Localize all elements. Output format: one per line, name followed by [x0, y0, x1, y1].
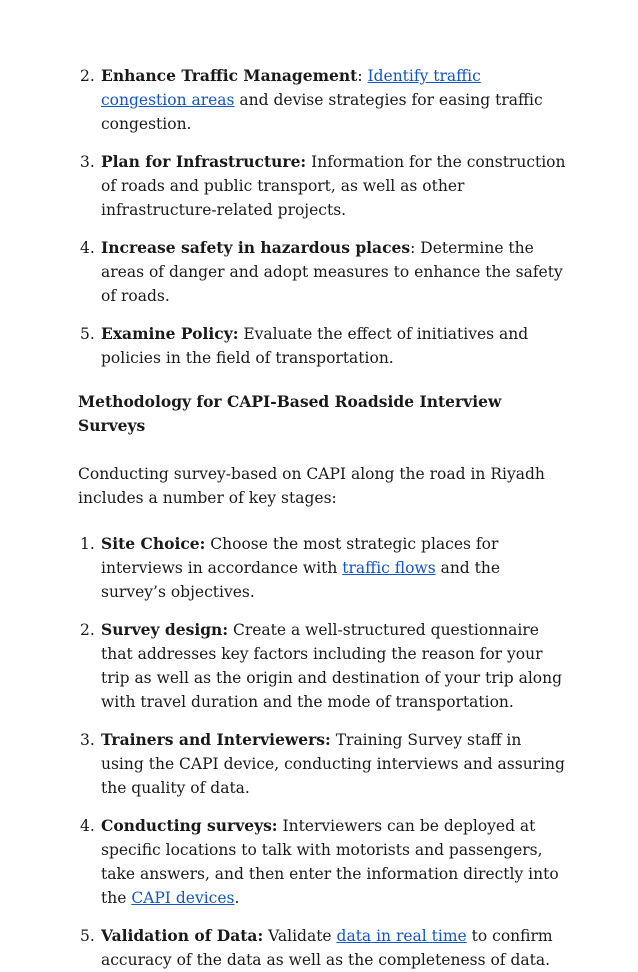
list-item	[78, 64, 568, 136]
item-title: Enhance Traffic Management	[101, 66, 358, 85]
item-number: 3.	[80, 153, 95, 171]
item-text: Information for the construction of roads and public transport, as well as other infrastructure-related projects.	[101, 153, 566, 219]
list-item	[78, 618, 568, 714]
item-number: 5.	[80, 325, 95, 343]
item-title: Survey design:	[101, 620, 229, 639]
list-item	[78, 150, 568, 222]
item-title: Plan for Infrastructure:	[101, 152, 307, 171]
item-text: to confirm accuracy of the data as well as the completeness of data.	[101, 927, 553, 969]
item-text: Training Survey staff in using the CAPI device, conducting interviews and assuring the quality of data.	[101, 731, 565, 797]
item-number: 2.	[80, 67, 95, 85]
list-item	[78, 236, 568, 308]
section-heading: Methodology for CAPI-Based Roadside Interview Surveys	[78, 392, 502, 435]
item-number: 3.	[80, 731, 95, 749]
objectives-list	[78, 64, 568, 370]
list-item	[78, 924, 568, 972]
item-text: Validate	[263, 927, 337, 945]
item-title: Examine Policy:	[101, 324, 239, 343]
list-item	[78, 814, 568, 910]
item-title: Trainers and Interviewers:	[101, 730, 331, 749]
list-item	[78, 322, 568, 370]
item-text: and devise strategies for easing traffic congestion.	[101, 91, 543, 133]
capi-devices-link[interactable]: CAPI devices	[131, 889, 235, 907]
intro-paragraph: Conducting survey-based on CAPI along the road in Riyadh includes a number of key stages:	[78, 465, 545, 507]
list-item	[78, 728, 568, 800]
item-text: Interviewers can be deployed at specific locations to talk with motorists and passengers, take answers, and then enter the information directly into the	[101, 817, 559, 907]
item-number: 5.	[80, 927, 95, 945]
item-separator: :	[357, 67, 368, 85]
item-number: 2.	[80, 621, 95, 639]
stages-list	[78, 532, 568, 972]
item-number: 4.	[80, 239, 95, 257]
item-title: Increase safety in hazardous places	[101, 238, 411, 257]
item-number: 1.	[80, 535, 95, 553]
traffic-flows-link[interactable]: traffic flows	[342, 559, 436, 577]
item-text: : Determine the areas of danger and adopt measures to enhance the safety of roads.	[101, 239, 563, 305]
item-text: Choose the most strategic places for interviews in accordance with	[101, 535, 499, 577]
real-time-data-link[interactable]: data in real time	[336, 927, 467, 945]
item-text: Evaluate the effect of initiatives and policies in the field of transportation.	[101, 325, 529, 367]
item-number: 4.	[80, 817, 95, 835]
item-text: Create a well-structured questionnaire that addresses key factors including the reason for your trip as well as the origin and destination of your trip along with travel duration and the mode of transportation.	[101, 621, 563, 711]
item-text: .	[234, 889, 240, 907]
congestion-areas-link[interactable]: Identify traffic congestion areas	[101, 67, 481, 109]
item-title: Conducting surveys:	[101, 816, 278, 835]
item-text: and the survey’s objectives.	[101, 559, 501, 601]
item-title: Validation of Data:	[101, 926, 264, 945]
list-item	[78, 532, 568, 604]
item-title: Site Choice:	[101, 534, 206, 553]
